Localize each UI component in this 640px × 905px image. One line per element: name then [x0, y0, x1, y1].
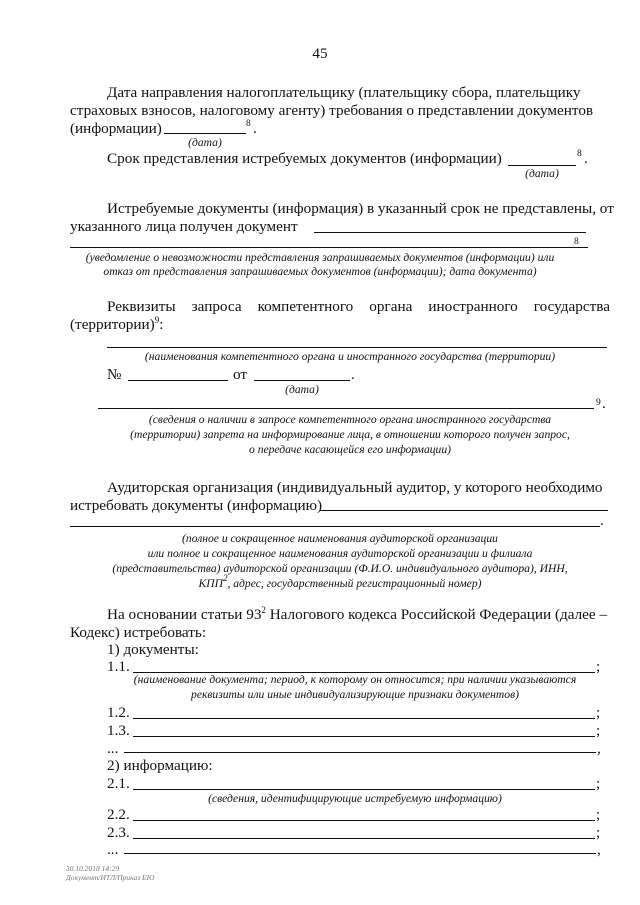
auditor-caption-3: (представительства) аудиторской организации (Ф.И.О. индивидуального аудитора), ИНН,	[112, 562, 568, 575]
auditor-caption-4-rest: , адрес, государственный регистрационный номер)	[227, 577, 482, 590]
foreign-request-period: .	[351, 366, 355, 383]
document-item-3-blank	[133, 736, 595, 737]
foreign-request-colon: :	[159, 316, 164, 333]
foreign-request-info-caption-3: о передаче касающейся его информации)	[249, 443, 451, 456]
information-item-2-num: 2.2.	[107, 806, 130, 823]
basis-line-1-a: На основании статьи 93	[107, 606, 262, 623]
foreign-request-info-blank	[98, 408, 594, 409]
information-item-4-blank	[124, 853, 596, 854]
documents-caption-2: реквизиты или иные индивидуализирующие признаки документов)	[191, 688, 519, 701]
deadline-footnote: 8	[577, 149, 582, 159]
foreign-request-number-blank	[128, 380, 228, 381]
documents-heading: 1) документы:	[107, 641, 199, 658]
footer-stamp-line-2: Документ/ИТЛ/Приказ ЕЮ	[66, 873, 155, 882]
auditor-period: .	[600, 512, 604, 529]
information-item-3-blank	[133, 838, 595, 839]
not-submitted-blank-2	[70, 247, 588, 248]
foreign-request-word-2: запроса	[191, 298, 242, 315]
date-sent-period: .	[253, 120, 257, 137]
auditor-caption-4-kpp: КПП	[198, 577, 223, 590]
deadline-caption: (дата)	[525, 167, 559, 180]
auditor-caption-2: или полное и сокращенное наименования аудиторской организации и филиала	[147, 547, 533, 560]
foreign-request-info-footnote: 9	[596, 398, 601, 408]
information-item-3-end: ;	[596, 824, 601, 841]
foreign-request-info-caption-1: (сведения о наличии в запросе компетентного органа иностранного государства	[148, 413, 552, 426]
auditor-caption-1: (полное и сокращенное наименования аудиторской организации	[182, 532, 498, 545]
document-item-2-num: 1.2.	[107, 704, 130, 721]
information-item-2-end: ;	[596, 806, 601, 823]
information-item-1-num: 2.1.	[107, 775, 130, 792]
foreign-request-date-caption: (дата)	[285, 383, 319, 396]
information-item-3-num: 2.3.	[107, 824, 130, 841]
information-item-4-num: ...	[107, 841, 119, 858]
basis-line-2: Кодекс) истребовать:	[70, 624, 207, 641]
information-item-1-blank	[133, 789, 595, 790]
foreign-request-from-label: от	[233, 366, 248, 383]
foreign-request-footnote: 9	[154, 315, 160, 325]
information-caption: (сведения, идентифицирующие истребуемую информацию)	[208, 792, 502, 805]
document-item-3-num: 1.3.	[107, 722, 130, 739]
not-submitted-caption-2: отказ от представления запрашиваемых документов (информации); дата документа)	[103, 265, 537, 278]
deadline-blank	[508, 165, 576, 166]
document-item-2-end: ;	[596, 704, 601, 721]
foreign-request-date-blank	[254, 380, 350, 381]
documents-caption-1: (наименование документа; период, к которому он относится; при наличии указываются	[133, 673, 577, 686]
footer-stamp-line-1: 30.10.2018 14:29	[66, 864, 120, 873]
document-item-4-end: ,	[597, 740, 601, 757]
deadline-text: Срок представления истребуемых документов (информации)	[107, 150, 502, 167]
document-item-1-num: 1.1.	[107, 658, 130, 675]
foreign-request-info-caption-2: (территории) запрета на информирование лица, в отношении которого получен запрос,	[130, 428, 570, 441]
foreign-request-name-blank	[107, 347, 607, 348]
document-item-4-num: ...	[107, 740, 119, 757]
auditor-line-1: Аудиторская организация (индивидуальный аудитор, у которого необходимо	[107, 479, 603, 496]
auditor-caption-4	[50, 573, 630, 591]
not-submitted-caption-1: (уведомление о невозможности представления запрашиваемых документов (информации) или	[85, 251, 555, 264]
document-item-3-end: ;	[596, 722, 601, 739]
foreign-request-word-5: иностранного	[428, 298, 518, 315]
basis-line-1-sup: 2	[261, 605, 266, 615]
auditor-line-2: истребовать документы (информацию)	[70, 497, 323, 514]
not-submitted-line-2: указанного лица получен документ	[70, 218, 298, 235]
foreign-request-line-1	[107, 298, 610, 316]
auditor-caption-4-sup: 2	[222, 573, 228, 583]
page-number: 45	[312, 45, 328, 62]
foreign-request-word-6: государства	[533, 298, 610, 315]
information-item-4-end: ,	[597, 841, 601, 858]
information-heading: 2) информацию:	[107, 757, 213, 774]
information-item-2-blank	[133, 820, 595, 821]
auditor-blank-2	[70, 526, 600, 527]
basis-line-1-b: Налогового кодекса Российской Федерации (далее –	[265, 606, 608, 623]
date-sent-footnote: 8	[246, 119, 251, 129]
information-item-1-end: ;	[596, 775, 601, 792]
document-item-2-blank	[133, 718, 595, 719]
foreign-request-word-1: Реквизиты	[107, 298, 176, 315]
document-item-4-blank	[124, 752, 596, 753]
basis-line-1	[107, 606, 607, 624]
foreign-request-info-period: .	[602, 395, 606, 412]
not-submitted-line-1: Истребуемые документы (информация) в указанный срок не представлены, от	[107, 200, 614, 217]
foreign-request-name-caption: (наименования компетентного органа и иностранного государства (территории)	[144, 350, 556, 363]
foreign-request-number-label: №	[107, 366, 122, 383]
foreign-request-word-4: органа	[369, 298, 413, 315]
document-item-1-end: ;	[596, 658, 601, 675]
date-sent-line-2: страховых взносов, налоговому агенту) требования о представлении документов	[70, 102, 594, 119]
date-sent-line-1: Дата направления налогоплательщику (плательщику сбора, плательщику	[107, 84, 581, 101]
deadline-period: .	[584, 150, 588, 167]
date-sent-blank	[164, 133, 246, 134]
auditor-blank-1	[320, 510, 608, 511]
date-sent-line-3	[70, 120, 162, 138]
date-sent-prefix: (информации)	[70, 120, 162, 137]
date-sent-caption: (дата)	[188, 136, 222, 149]
foreign-request-word-3: компетентного	[257, 298, 354, 315]
foreign-request-line-2	[70, 316, 163, 334]
not-submitted-blank-1	[314, 232, 586, 233]
foreign-request-territory: (территории)	[70, 316, 155, 333]
not-submitted-footnote: 8	[574, 237, 579, 247]
